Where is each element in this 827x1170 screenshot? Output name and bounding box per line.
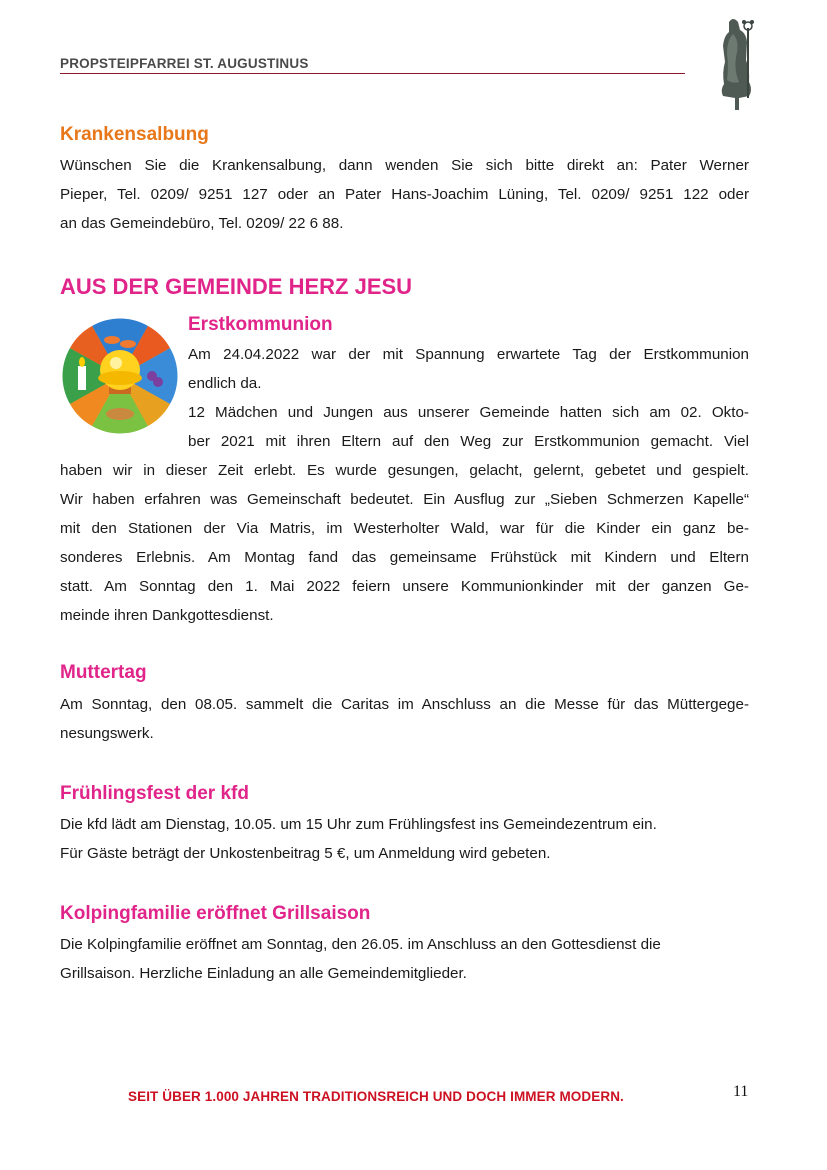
text-line: haben wir in dieser Zeit erlebt. Es wurde gesungen, gelacht, gelernt, gebetet und gespielt. [60, 462, 749, 479]
communion-emblem-icon [62, 318, 178, 434]
text-line: endlich da. [188, 375, 262, 392]
text-line: Pieper, Tel. 0209/ 9251 127 oder an Pater Hans-Joachim Lüning, Tel. 0209/ 9251 122 oder [60, 186, 749, 203]
text-line: statt. Am Sonntag den 1. Mai 2022 feiern unsere Kommunionkinder mit der ganzen Ge- [60, 578, 749, 595]
section-heading-fruehlingsfest: Frühlingsfest der kfd [60, 783, 249, 804]
section-heading-kolping: Kolpingfamilie eröffnet Grillsaison [60, 903, 371, 924]
krankensalbung-body [60, 151, 749, 238]
section-heading-erstkommunion: Erstkommunion [188, 314, 333, 335]
text-line: Die kfd lädt am Dienstag, 10.05. um 15 Uhr zum Frühlingsfest ins Gemeindezentrum ein. [60, 816, 657, 833]
text-line: meinde ihren Dankgottesdienst. [60, 607, 274, 624]
text-line: Wünschen Sie die Krankensalbung, dann wenden Sie sich bitte direkt an: Pater Werner [60, 157, 749, 174]
fruehlingsfest-body [60, 810, 749, 868]
text-line: sonderes Erlebnis. Am Montag fand das gemeinsame Frühstück mit Kindern und Eltern [60, 549, 749, 566]
erstkommunion-body [60, 456, 749, 630]
section-muttertag [60, 660, 749, 686]
kolping-body [60, 930, 749, 988]
augustinus-statue-icon [703, 14, 761, 114]
text-line: Grillsaison. Herzliche Einladung an alle Gemeindemitglieder. [60, 965, 467, 982]
text-line: 12 Mädchen und Jungen aus unserer Gemeinde hatten sich am 02. Okto- [188, 404, 749, 421]
section-kolping [60, 901, 749, 927]
muttertag-body [60, 690, 749, 748]
section-heading-herz-jesu: AUS DER GEMEINDE HERZ JESU [60, 274, 413, 299]
footer-slogan: SEIT ÜBER 1.000 JAHREN TRADITIONSREICH UND DOCH IMMER MODERN. [128, 1089, 624, 1104]
erstkommunion-indented-body [188, 340, 749, 456]
section-krankensalbung [60, 122, 749, 148]
text-line: Die Kolpingfamilie eröffnet am Sonntag, den 26.05. im Anschluss an den Gottesdienst die [60, 936, 661, 953]
section-heading-krankensalbung: Krankensalbung [60, 124, 209, 145]
text-line: Für Gäste beträgt der Unkostenbeitrag 5 €, um Anmeldung wird gebeten. [60, 845, 551, 862]
text-line: mit den Stationen der Via Matris, im Westerholter Wald, war für die Kinder ein ganz be- [60, 520, 749, 537]
section-fruehlingsfest [60, 781, 749, 807]
header-title: PROPSTEIPFARREI ST. AUGUSTINUS [60, 56, 309, 71]
text-line: Am Sonntag, den 08.05. sammelt die Caritas im Anschluss an die Messe für das Müttergege- [60, 696, 749, 713]
section-erstkommunion [188, 312, 749, 338]
text-line: an das Gemeindebüro, Tel. 0209/ 22 6 88. [60, 215, 344, 232]
text-line: Wir haben erfahren was Gemeinschaft bedeutet. Ein Ausflug zur „Sieben Schmerzen Kapelle“ [60, 491, 749, 508]
text-line: Am 24.04.2022 war der mit Spannung erwartete Tag der Erstkommunion [188, 346, 749, 363]
header-rule [60, 73, 685, 74]
text-line: nesungswerk. [60, 725, 154, 742]
page-number: 11 [733, 1083, 749, 1100]
section-heading-muttertag: Muttertag [60, 662, 147, 683]
text-line: ber 2021 mit ihren Eltern auf den Weg zur Erstkommunion gemacht. Viel [188, 433, 749, 450]
